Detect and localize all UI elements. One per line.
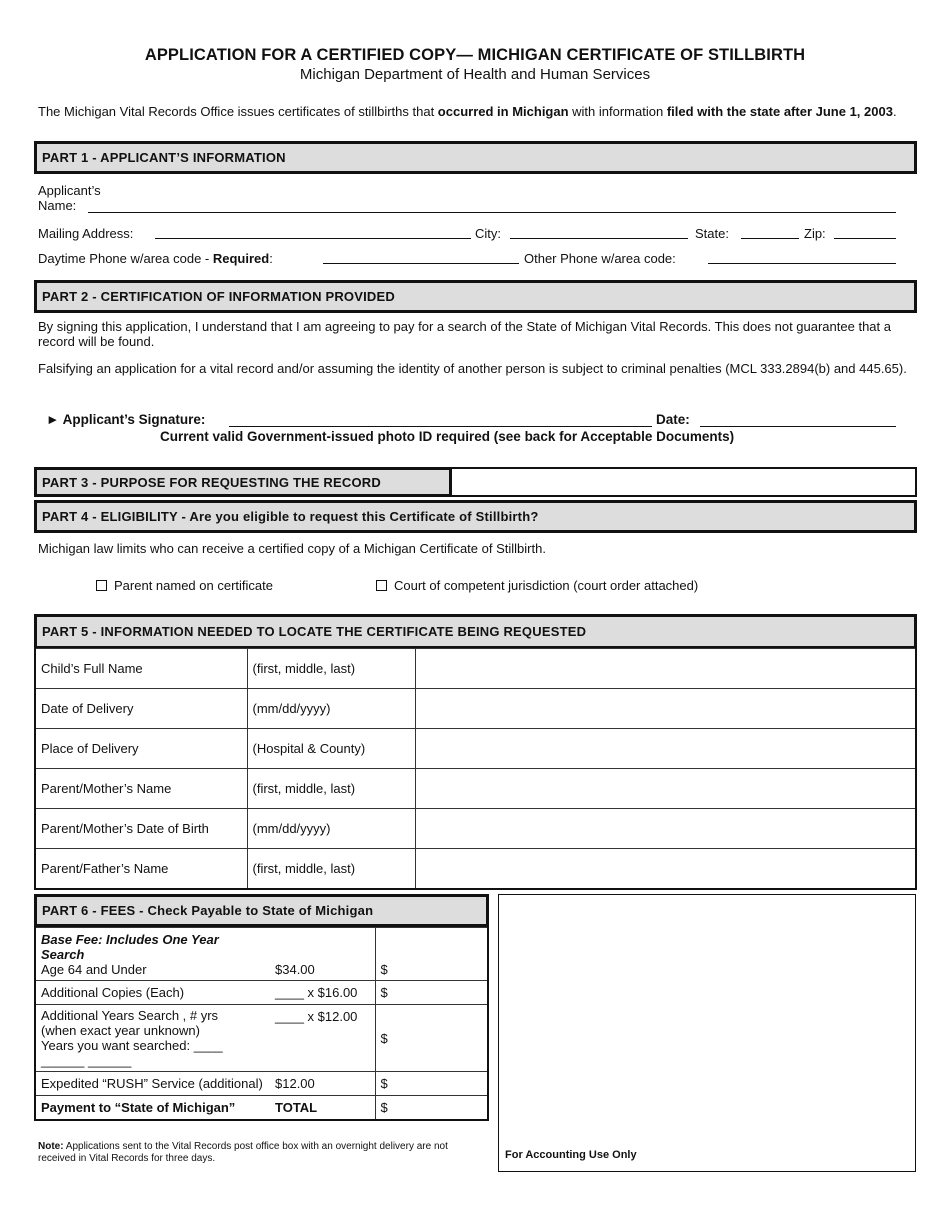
row-label: Parent/Mother’s Date of Birth [35,809,247,849]
row-hint: (first, middle, last) [247,649,415,689]
table-row [35,981,488,1005]
years-amount: ____ x $12.00 [270,1005,375,1072]
applicant-name-field[interactable] [88,212,896,213]
row-hint: (Hospital & County) [247,729,415,769]
part3-heading: PART 3 - PURPOSE FOR REQUESTING THE RECORD [34,467,452,497]
row-label: Parent/Mother’s Name [35,769,247,809]
table-row [35,689,916,729]
mother-name-field[interactable] [415,769,916,809]
form-title: APPLICATION FOR A CERTIFIED COPY— MICHIGAN CERTIFICATE OF STILLBIRTH [144,46,806,64]
row-hint: (first, middle, last) [247,769,415,809]
mailing-address-field[interactable] [155,238,471,239]
row-hint: (mm/dd/yyyy) [247,809,415,849]
fees-table [34,927,489,1121]
row-label: Date of Delivery [35,689,247,729]
accounting-label: For Accounting Use Only [505,1149,637,1161]
locate-table [34,648,917,890]
other-phone-label: Other Phone w/area code: [524,251,676,266]
row-label: Child’s Full Name [35,649,247,689]
copies-amount: ____ x $16.00 [270,981,375,1005]
table-row [35,809,916,849]
base-fee-total[interactable]: $ [375,928,488,981]
delivery-place-field[interactable] [415,729,916,769]
other-phone-field[interactable] [708,263,896,264]
table-row [35,928,488,981]
table-row [35,849,916,889]
option-court[interactable]: Court of competent jurisdiction (court order attached) [376,578,698,593]
base-fee-label: Age 64 and Under [41,962,147,977]
rush-total[interactable]: $ [375,1072,488,1096]
rush-amount: $12.00 [270,1072,375,1096]
footer-note: Note: Applications sent to the Vital Records post office box with an overnight delivery are not received in Vital Records for three days. [38,1141,448,1164]
grand-total[interactable]: $ [375,1096,488,1120]
delivery-date-field[interactable] [415,689,916,729]
intro-text: The Michigan Vital Records Office issues certificates of stillbirths that occurred in Michigan with information filed with the state after June 1, 2003. [38,104,897,119]
mother-dob-field[interactable] [415,809,916,849]
part6-heading: PART 6 - FEES - Check Payable to State of Michigan [34,894,489,927]
photo-id-note: Current valid Government-issued photo ID required (see back for Acceptable Documents) [160,429,735,444]
table-row [35,1096,488,1120]
checkbox-icon[interactable] [376,580,387,591]
option-parent[interactable]: Parent named on certificate [96,578,273,593]
mailing-address-label: Mailing Address: [38,226,134,241]
signature-label: ► Applicant’s Signature: [46,412,206,427]
date-field[interactable] [700,426,896,427]
zip-field[interactable] [834,238,896,239]
row-label: Parent/Father’s Name [35,849,247,889]
rush-label: Expedited “RUSH” Service (additional) [35,1072,270,1096]
part4-heading: PART 4 - ELIGIBILITY - Are you eligible to request this Certificate of Stillbirth? [34,500,917,533]
table-row [35,1005,488,1072]
table-row [35,1072,488,1096]
table-row [35,729,916,769]
zip-label: Zip: [804,226,826,241]
total-amount-label: TOTAL [270,1096,375,1120]
daytime-phone-label: Daytime Phone w/area code - Required: [38,251,273,266]
daytime-phone-field[interactable] [323,263,519,264]
part2-penalty-text: Falsifying an application for a vital record and/or assuming the identity of another person is subject to criminal penalties (MCL 333.2894(b) and 445.65). [38,361,907,376]
copies-total[interactable]: $ [375,981,488,1005]
years-searched-field[interactable]: Years you want searched: ____ ______ ______ [41,1038,223,1068]
part1-heading: PART 1 - APPLICANT’S INFORMATION [34,141,917,174]
years-total[interactable]: $ [375,1005,488,1072]
part2-agreement-text: By signing this application, I understand that I am agreeing to pay for a search of the State of Michigan Vital Records. This does not guarantee that a record will be found. [38,319,891,349]
base-fee-amount: $34.00 [270,928,375,981]
table-row [35,649,916,689]
accounting-box [498,894,916,1172]
table-row [35,769,916,809]
signature-field[interactable] [229,426,652,427]
child-name-field[interactable] [415,649,916,689]
part5-heading: PART 5 - INFORMATION NEEDED TO LOCATE THE CERTIFICATE BEING REQUESTED [34,614,917,649]
state-field[interactable] [741,238,799,239]
part2-heading: PART 2 - CERTIFICATION OF INFORMATION PROVIDED [34,280,917,313]
years-label: Additional Years Search , # yrs [41,1008,219,1023]
state-label: State: [695,226,729,241]
years-note: (when exact year unknown) [41,1023,200,1038]
base-fee-title: Base Fee: Includes One Year Search [41,932,219,962]
city-label: City: [475,226,501,241]
city-field[interactable] [510,238,688,239]
row-hint: (mm/dd/yyyy) [247,689,415,729]
checkbox-icon[interactable] [96,580,107,591]
father-name-field[interactable] [415,849,916,889]
total-label: Payment to “State of Michigan” [35,1096,270,1120]
applicant-name-label: Applicant’s Name: [38,183,101,213]
date-label: Date: [656,412,690,427]
row-hint: (first, middle, last) [247,849,415,889]
form-subtitle: Michigan Department of Health and Human Services [299,66,651,83]
copies-label: Additional Copies (Each) [35,981,270,1005]
row-label: Place of Delivery [35,729,247,769]
part4-text: Michigan law limits who can receive a certified copy of a Michigan Certificate of Stillbirth. [38,541,546,556]
